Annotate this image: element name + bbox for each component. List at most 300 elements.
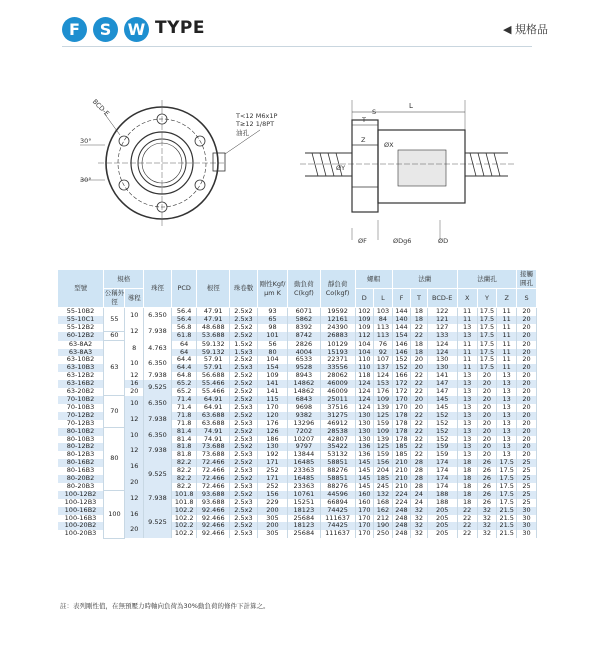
table-cell: 59.132 bbox=[197, 349, 230, 357]
table-cell: 12161 bbox=[320, 316, 355, 324]
table-cell: 13296 bbox=[288, 420, 321, 428]
table-cell: 171 bbox=[257, 475, 287, 483]
th-f: F bbox=[392, 289, 411, 308]
table-cell: 192 bbox=[257, 451, 287, 459]
table-cell: 13 bbox=[497, 451, 517, 459]
table-cell: 64.91 bbox=[197, 396, 230, 404]
table-cell: 65.2 bbox=[171, 380, 197, 388]
table-cell: 205 bbox=[427, 522, 457, 530]
table-cell: 100-16B2 bbox=[58, 507, 104, 515]
table-cell: 20 bbox=[517, 451, 537, 459]
table-cell: 59.132 bbox=[197, 341, 230, 349]
table-cell: 16 bbox=[125, 459, 144, 475]
table-cell: 13 bbox=[457, 324, 477, 332]
table-cell: 102.2 bbox=[171, 507, 197, 515]
table-cell: 11 bbox=[457, 316, 477, 324]
table-cell: 2.5x2 bbox=[230, 443, 258, 451]
table-row bbox=[58, 396, 537, 404]
table-cell: 176 bbox=[374, 388, 393, 396]
table-cell: 13 bbox=[457, 420, 477, 428]
table-row bbox=[58, 380, 537, 388]
table-cell: 56 bbox=[257, 341, 287, 349]
table-cell: 250 bbox=[374, 530, 393, 538]
table-cell: 25011 bbox=[320, 396, 355, 404]
table-row bbox=[58, 443, 537, 451]
table-cell: 139 bbox=[374, 436, 393, 444]
technical-drawing bbox=[0, 50, 593, 265]
table-cell: 21.5 bbox=[497, 515, 517, 523]
th-s: S bbox=[517, 289, 537, 308]
table-cell: 212 bbox=[374, 515, 393, 523]
dim-t: T bbox=[362, 116, 366, 124]
table-cell: 126 bbox=[257, 428, 287, 436]
table-cell: 113 bbox=[374, 332, 393, 341]
table-cell: 10207 bbox=[288, 436, 321, 444]
table-cell: 63-10B2 bbox=[58, 356, 104, 364]
table-cell: 20 bbox=[517, 316, 537, 324]
table-cell: 10129 bbox=[320, 341, 355, 349]
table-cell: 170 bbox=[257, 404, 287, 412]
table-cell: 13844 bbox=[288, 451, 321, 459]
table-cell: 2.5x2 bbox=[230, 475, 258, 483]
table-cell: 13 bbox=[497, 443, 517, 451]
table-row bbox=[58, 507, 537, 515]
table-cell: 20 bbox=[517, 324, 537, 332]
table-cell: 130 bbox=[427, 356, 457, 364]
table-row bbox=[58, 308, 537, 316]
table-cell: 1.5x2 bbox=[230, 341, 258, 349]
table-cell: 7.938 bbox=[144, 412, 172, 428]
table-cell: 104 bbox=[355, 349, 374, 357]
table-cell: 145 bbox=[427, 396, 457, 404]
table-cell: 47.91 bbox=[197, 316, 230, 324]
table-cell: 55-10C1 bbox=[58, 316, 104, 324]
table-cell: 25 bbox=[517, 459, 537, 467]
table-cell: 64.4 bbox=[171, 364, 197, 372]
th-stiffness: 剛性Kgf/μm K bbox=[257, 270, 287, 308]
table-cell: 46912 bbox=[320, 420, 355, 428]
table-cell: 130 bbox=[427, 364, 457, 372]
table-cell: 20 bbox=[517, 349, 537, 357]
table-cell: 20 bbox=[477, 388, 497, 396]
th-root: 根徑 bbox=[197, 270, 230, 308]
table-cell: 145 bbox=[355, 483, 374, 491]
oil-hole-label: 油孔 bbox=[236, 129, 249, 137]
table-cell: 20 bbox=[125, 522, 144, 538]
table-cell: 110 bbox=[355, 356, 374, 364]
table-cell: 107 bbox=[374, 356, 393, 364]
table-cell: 205 bbox=[427, 515, 457, 523]
table-cell: 15251 bbox=[288, 499, 321, 507]
table-cell: 20 bbox=[517, 332, 537, 341]
table-cell: 13 bbox=[497, 396, 517, 404]
table-cell: 9382 bbox=[288, 412, 321, 420]
table-cell: 22 bbox=[411, 324, 427, 332]
table-cell: 103 bbox=[374, 308, 393, 316]
table-cell: 33556 bbox=[320, 364, 355, 372]
table-cell: 154 bbox=[392, 332, 411, 341]
table-cell: 20 bbox=[477, 396, 497, 404]
table-cell: 159 bbox=[374, 420, 393, 428]
table-cell: 9528 bbox=[288, 364, 321, 372]
table-cell: 305 bbox=[257, 515, 287, 523]
table-cell: 2.5x2 bbox=[230, 428, 258, 436]
table-cell: 2.5x3 bbox=[230, 436, 258, 444]
table-cell: 10 bbox=[125, 356, 144, 372]
table-cell: 159 bbox=[427, 451, 457, 459]
table-cell: 12 bbox=[125, 443, 144, 459]
dim-z: Z bbox=[361, 136, 366, 144]
table-cell: 82.2 bbox=[171, 475, 197, 483]
table-cell: 81.8 bbox=[171, 451, 197, 459]
dim-d: ØD bbox=[438, 237, 449, 245]
badge-w: W bbox=[124, 17, 149, 42]
table-cell: 10 bbox=[125, 308, 144, 324]
table-cell: 186 bbox=[257, 436, 287, 444]
table-cell: 25684 bbox=[288, 515, 321, 523]
table-cell: 20 bbox=[517, 404, 537, 412]
table-cell: 24390 bbox=[320, 324, 355, 332]
table-cell: 2.5x2 bbox=[230, 412, 258, 420]
table-cell: 20 bbox=[411, 404, 427, 412]
table-cell: 22 bbox=[457, 515, 477, 523]
table-cell: 120 bbox=[257, 412, 287, 420]
table-cell: 147 bbox=[427, 388, 457, 396]
table-cell: 32 bbox=[477, 522, 497, 530]
table-cell: 125 bbox=[374, 412, 393, 420]
table-cell: 22 bbox=[411, 428, 427, 436]
table-cell: 46009 bbox=[320, 388, 355, 396]
th-nut: 螺帽 bbox=[355, 270, 392, 289]
table-cell: 9.525 bbox=[144, 459, 172, 491]
table-cell: 210 bbox=[392, 459, 411, 467]
table-cell: 132 bbox=[374, 491, 393, 499]
table-cell: 18123 bbox=[288, 507, 321, 515]
table-cell: 102.2 bbox=[171, 530, 197, 538]
table-cell: 81.8 bbox=[171, 443, 197, 451]
th-bcde: BCD-E bbox=[427, 289, 457, 308]
table-row bbox=[58, 412, 537, 420]
dim-x: ØX bbox=[384, 141, 394, 149]
table-cell: 13 bbox=[497, 380, 517, 388]
table-cell: 18 bbox=[457, 467, 477, 475]
table-cell: 80-12B2 bbox=[58, 443, 104, 451]
table-cell: 81.4 bbox=[171, 428, 197, 436]
table-cell: 2.5x3 bbox=[230, 499, 258, 507]
table-cell: 10761 bbox=[288, 491, 321, 499]
table-cell: 84 bbox=[374, 316, 393, 324]
table-cell: 174 bbox=[427, 459, 457, 467]
table-cell: 88276 bbox=[320, 467, 355, 475]
table-cell: 65.2 bbox=[171, 388, 197, 396]
table-cell: 13 bbox=[457, 436, 477, 444]
table-cell: 2.5x2 bbox=[230, 396, 258, 404]
spec-nav-link[interactable]: ◀ 規格品 bbox=[503, 23, 548, 36]
dim-s: S bbox=[372, 108, 377, 116]
table-cell: 252 bbox=[257, 483, 287, 491]
table-cell: 248 bbox=[392, 530, 411, 538]
table-cell: 127 bbox=[427, 324, 457, 332]
table-cell: 14862 bbox=[288, 388, 321, 396]
table-cell: 22371 bbox=[320, 356, 355, 364]
table-cell: 18123 bbox=[288, 522, 321, 530]
table-cell: 144 bbox=[392, 308, 411, 316]
table-cell: 72.466 bbox=[197, 467, 230, 475]
table-cell: 152 bbox=[427, 412, 457, 420]
table-cell: 8392 bbox=[288, 324, 321, 332]
table-cell: 63-20B2 bbox=[58, 388, 104, 396]
table-cell: 17.5 bbox=[497, 467, 517, 475]
table-row bbox=[58, 459, 537, 467]
table-cell: 170 bbox=[392, 396, 411, 404]
table-cell: 80 bbox=[257, 349, 287, 357]
table-cell: 136 bbox=[355, 443, 374, 451]
th-bolt: 法蘭孔 bbox=[457, 270, 516, 289]
table-cell: 35422 bbox=[320, 443, 355, 451]
table-cell: 18 bbox=[457, 459, 477, 467]
table-cell: 20 bbox=[517, 341, 537, 349]
table-cell: 2.5x3 bbox=[230, 404, 258, 412]
table-cell: 25 bbox=[517, 499, 537, 507]
table-cell: 63-8A2 bbox=[58, 341, 104, 349]
ballscrew-side-view bbox=[300, 100, 515, 240]
table-cell: 115 bbox=[257, 396, 287, 404]
table-cell: 11 bbox=[457, 364, 477, 372]
table-cell: 160 bbox=[355, 499, 374, 507]
table-cell: 8 bbox=[125, 341, 144, 357]
table-cell: 170 bbox=[355, 522, 374, 530]
table-cell: 92.466 bbox=[197, 515, 230, 523]
table-cell: 22 bbox=[411, 380, 427, 388]
table-cell: 11 bbox=[457, 356, 477, 364]
table-cell: 58851 bbox=[320, 459, 355, 467]
table-cell: 26 bbox=[477, 467, 497, 475]
table-cell: 37516 bbox=[320, 404, 355, 412]
table-cell: 13 bbox=[497, 388, 517, 396]
badge-s: S bbox=[93, 17, 118, 42]
table-cell: 170 bbox=[392, 404, 411, 412]
table-cell: 20 bbox=[125, 388, 144, 396]
table-cell: 101 bbox=[257, 332, 287, 341]
table-cell: 4004 bbox=[288, 349, 321, 357]
table-cell: 17.5 bbox=[477, 316, 497, 324]
table-row bbox=[58, 388, 537, 396]
table-cell: 28062 bbox=[320, 372, 355, 380]
table-cell: 48.688 bbox=[197, 324, 230, 332]
table-cell: 11 bbox=[497, 364, 517, 372]
table-cell: 32 bbox=[411, 507, 427, 515]
table-cell: 30 bbox=[517, 515, 537, 523]
table-cell: 160 bbox=[355, 491, 374, 499]
spec-table-body bbox=[58, 308, 537, 539]
table-cell: 146 bbox=[392, 349, 411, 357]
table-cell: 145 bbox=[427, 404, 457, 412]
table-cell: 248 bbox=[392, 507, 411, 515]
table-cell: 76 bbox=[374, 341, 393, 349]
table-cell: 8943 bbox=[288, 372, 321, 380]
table-cell: 64.8 bbox=[171, 372, 197, 380]
table-cell: 109 bbox=[355, 324, 374, 332]
table-cell: 147 bbox=[427, 380, 457, 388]
table-cell: 22 bbox=[411, 436, 427, 444]
table-cell: 248 bbox=[392, 515, 411, 523]
dim-l: L bbox=[409, 102, 413, 110]
table-cell: 205 bbox=[427, 507, 457, 515]
table-cell: 13 bbox=[457, 372, 477, 380]
table-cell: 25 bbox=[517, 483, 537, 491]
table-cell: 100 bbox=[104, 491, 125, 538]
table-cell: 11 bbox=[497, 324, 517, 332]
table-cell: 248 bbox=[392, 522, 411, 530]
table-cell: 60-12B2 bbox=[58, 332, 104, 341]
table-cell: 109 bbox=[355, 316, 374, 324]
th-x: X bbox=[457, 289, 477, 308]
table-cell: 17.5 bbox=[497, 483, 517, 491]
table-cell: 102 bbox=[355, 308, 374, 316]
table-cell: 18 bbox=[411, 341, 427, 349]
table-cell: 20 bbox=[517, 412, 537, 420]
table-cell: 32 bbox=[411, 530, 427, 538]
table-cell: 170 bbox=[355, 515, 374, 523]
table-cell: 110 bbox=[355, 364, 374, 372]
table-cell: 2.5x2 bbox=[230, 522, 258, 530]
badge-f: F bbox=[62, 17, 87, 42]
table-cell: 204 bbox=[374, 467, 393, 475]
table-cell: 188 bbox=[427, 491, 457, 499]
table-cell: 21.5 bbox=[497, 530, 517, 538]
table-cell: 109 bbox=[257, 372, 287, 380]
table-cell: 93 bbox=[257, 308, 287, 316]
table-cell: 82.2 bbox=[171, 459, 197, 467]
table-cell: 2.5x2 bbox=[230, 491, 258, 499]
table-cell: 124 bbox=[355, 388, 374, 396]
table-cell: 2.5x2 bbox=[230, 380, 258, 388]
table-cell: 100-20B2 bbox=[58, 522, 104, 530]
table-cell: 174 bbox=[427, 483, 457, 491]
table-cell: 20 bbox=[477, 372, 497, 380]
table-cell: 245 bbox=[374, 483, 393, 491]
table-cell: 188 bbox=[427, 499, 457, 507]
table-cell: 17.5 bbox=[477, 308, 497, 316]
table-cell: 18 bbox=[457, 475, 477, 483]
table-cell: 20 bbox=[517, 396, 537, 404]
table-cell: 101.8 bbox=[171, 491, 197, 499]
table-cell: 20 bbox=[477, 420, 497, 428]
table-cell: 26 bbox=[477, 499, 497, 507]
table-cell: 17.5 bbox=[477, 341, 497, 349]
table-cell: 80-12B3 bbox=[58, 451, 104, 459]
table-cell: 141 bbox=[427, 372, 457, 380]
table-cell: 9698 bbox=[288, 404, 321, 412]
table-cell: 13 bbox=[497, 428, 517, 436]
table-cell: 10 bbox=[125, 428, 144, 444]
table-cell: 16485 bbox=[288, 475, 321, 483]
table-row bbox=[58, 372, 537, 380]
table-cell: 112 bbox=[355, 332, 374, 341]
table-cell: 2.5x2 bbox=[230, 388, 258, 396]
table-cell: 2.5x2 bbox=[230, 459, 258, 467]
table-cell: 152 bbox=[427, 420, 457, 428]
table-cell: 14862 bbox=[288, 380, 321, 388]
table-cell: 104 bbox=[257, 356, 287, 364]
table-cell: 22 bbox=[411, 420, 427, 428]
table-cell: 13 bbox=[457, 451, 477, 459]
table-cell: 124 bbox=[355, 396, 374, 404]
table-cell: 80 bbox=[104, 428, 125, 491]
table-cell: 63.688 bbox=[197, 420, 230, 428]
table-cell: 6.350 bbox=[144, 308, 172, 324]
table-cell: 64 bbox=[171, 349, 197, 357]
table-cell: 18 bbox=[457, 499, 477, 507]
table-cell: 109 bbox=[374, 396, 393, 404]
table-cell: 2.5x3 bbox=[230, 483, 258, 491]
table-cell: 20 bbox=[477, 436, 497, 444]
table-cell: 66894 bbox=[320, 499, 355, 507]
table-cell: 11 bbox=[497, 356, 517, 364]
table-cell: 152 bbox=[427, 436, 457, 444]
table-cell: 2.5x3 bbox=[230, 467, 258, 475]
table-cell: 13 bbox=[497, 436, 517, 444]
table-cell: 74425 bbox=[320, 522, 355, 530]
th-nominal-od: 公稱外徑 bbox=[104, 289, 125, 306]
table-cell: 16 bbox=[125, 507, 144, 523]
table-cell: 18 bbox=[411, 316, 427, 324]
table-cell: 23363 bbox=[288, 467, 321, 475]
table-cell: 100-12B2 bbox=[58, 491, 104, 499]
type-label: TYPE bbox=[155, 18, 205, 38]
table-cell: 125 bbox=[374, 443, 393, 451]
table-cell: 92.466 bbox=[197, 530, 230, 538]
table-cell: 74425 bbox=[320, 507, 355, 515]
th-y: Y bbox=[477, 289, 497, 308]
table-cell: 140 bbox=[392, 316, 411, 324]
table-cell: 18 bbox=[457, 483, 477, 491]
table-cell: 17.5 bbox=[497, 475, 517, 483]
table-cell: 74.91 bbox=[197, 436, 230, 444]
table-cell: 13 bbox=[497, 420, 517, 428]
table-cell: 71.4 bbox=[171, 404, 197, 412]
table-cell: 11 bbox=[497, 316, 517, 324]
table-cell: 22 bbox=[457, 530, 477, 538]
table-cell: 63 bbox=[104, 341, 125, 396]
table-cell: 28 bbox=[411, 467, 427, 475]
table-cell: 20 bbox=[411, 364, 427, 372]
table-cell: 13 bbox=[457, 443, 477, 451]
table-cell: 152 bbox=[392, 364, 411, 372]
table-cell: 17.5 bbox=[477, 332, 497, 341]
table-cell: 20 bbox=[477, 412, 497, 420]
table-cell: 56.688 bbox=[197, 372, 230, 380]
table-cell: 92.466 bbox=[197, 507, 230, 515]
table-cell: 118 bbox=[355, 372, 374, 380]
table-cell: 20 bbox=[517, 356, 537, 364]
table-cell: 166 bbox=[392, 372, 411, 380]
table-cell: 63-16B2 bbox=[58, 380, 104, 388]
table-cell: 6071 bbox=[288, 308, 321, 316]
table-cell: 22 bbox=[411, 412, 427, 420]
table-cell: 55.466 bbox=[197, 388, 230, 396]
table-cell: 20 bbox=[411, 396, 427, 404]
table-cell: 104 bbox=[355, 341, 374, 349]
table-cell: 22 bbox=[411, 388, 427, 396]
table-cell: 124 bbox=[355, 380, 374, 388]
table-cell: 21.5 bbox=[497, 507, 517, 515]
table-cell: 205 bbox=[427, 530, 457, 538]
table-cell: 121 bbox=[427, 316, 457, 324]
th-t: T bbox=[411, 289, 427, 308]
table-cell: 2.5x2 bbox=[230, 308, 258, 316]
table-cell: 139 bbox=[374, 404, 393, 412]
